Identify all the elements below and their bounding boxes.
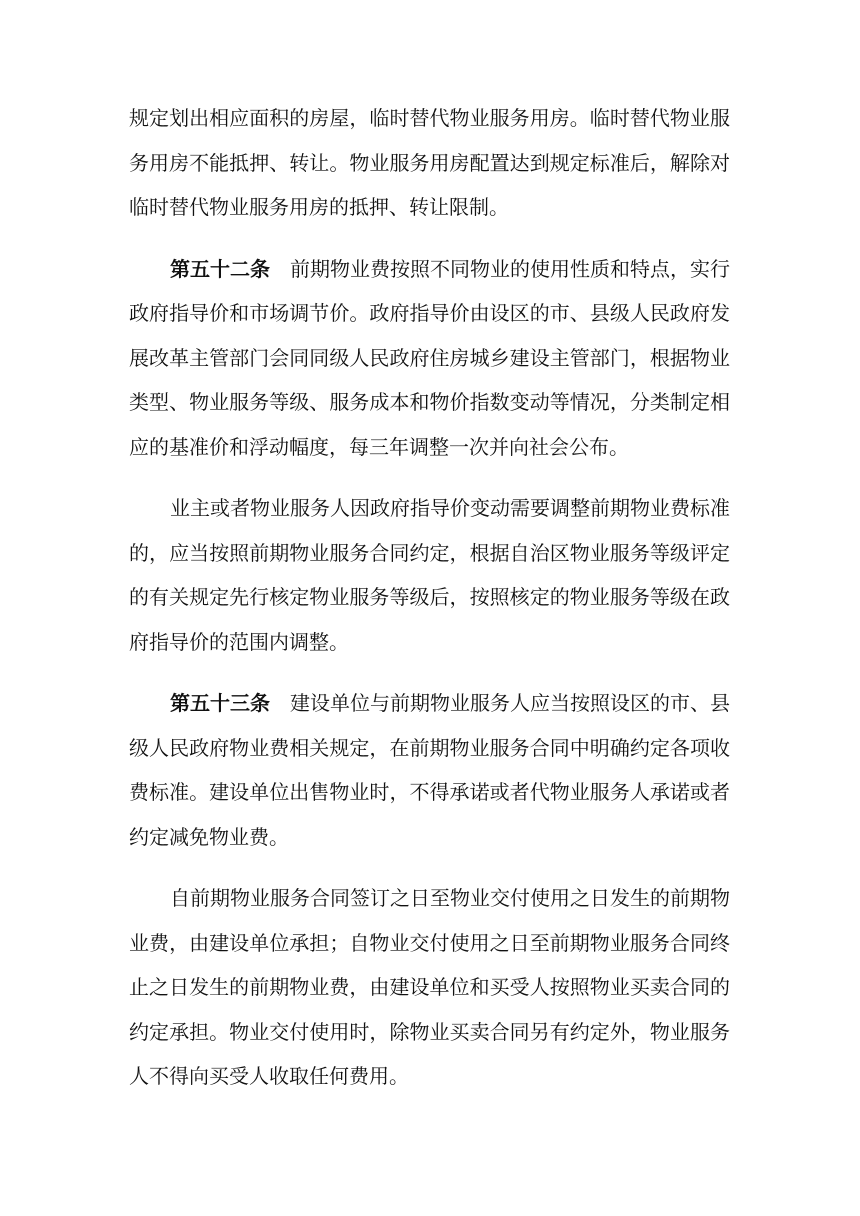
article-number: 第五十三条	[170, 691, 270, 715]
paragraph-text: 前期物业费按照不同物业的使用性质和特点，实行政府指导价和市场调节价。政府指导价由设区的市、县级人民政府发展改革主管部门会同同级人民政府住房城乡建设主管部门，根据物业类型、物业服务等级、服务成本和物价指数变动等情况，分类制定相应的基准价和浮动幅度，每三年调整一次并向社会公布。	[129, 256, 730, 459]
paragraph-text: 自前期物业服务合同签订之日至物业交付使用之日发生的前期物业费，由建设单位承担；自物业交付使用之日至前期物业服务合同终止之日发生的前期物业费，由建设单位和买受人按照物业买卖合同的约定承担。物业交付使用时，除物业买卖合同另有约定外，物业服务人不得向买受人收取任何费用。	[129, 886, 730, 1088]
document-page	[129, 96, 730, 1116]
article-52-paragraph-2	[129, 486, 730, 664]
paragraph-text: 业主或者物业服务人因政府指导价变动需要调整前期物业费标准的，应当按照前期物业服务合同约定，根据自治区物业服务等级评定的有关规定先行核定物业服务等级后，按照核定的物业服务等级在政府指导价的范围内调整。	[129, 496, 730, 654]
article-number: 第五十二条	[170, 256, 270, 281]
article-52	[129, 247, 730, 470]
article-53-paragraph-2	[129, 876, 730, 1099]
paragraph-text: 规定划出相应面积的房屋，临时替代物业服务用房。临时替代物业服务用房不能抵押、转让。物业服务用房配置达到规定标准后，解除对临时替代物业服务用房的抵押、转让限制。	[129, 106, 730, 219]
article-53	[129, 681, 730, 859]
paragraph-text: 建设单位与前期物业服务人应当按照设区的市、县级人民政府物业费相关规定，在前期物业服务合同中明确约定各项收费标准。建设单位出售物业时，不得承诺或者代物业服务人承诺或者约定减免物业费。	[129, 691, 730, 849]
paragraph-continuation	[129, 96, 730, 230]
